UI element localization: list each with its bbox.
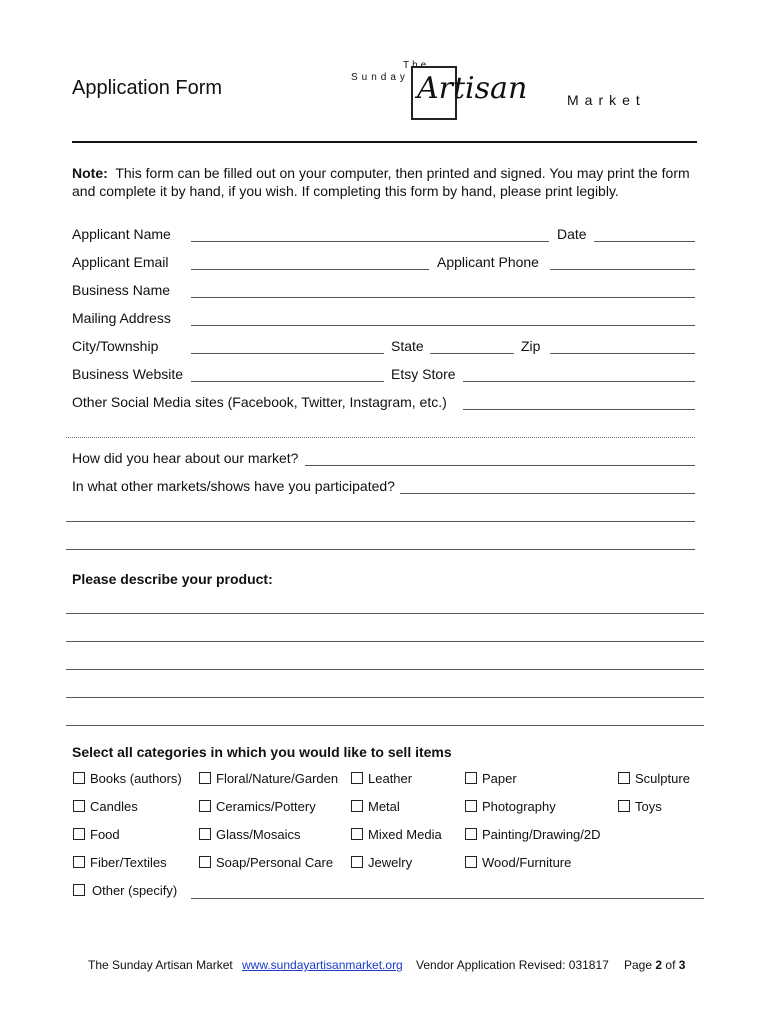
- page-of: of: [665, 958, 676, 972]
- business-website-field[interactable]: [191, 381, 384, 382]
- category-label: Floral/Nature/Garden: [216, 771, 339, 786]
- category-label: Leather: [368, 771, 413, 786]
- category-label: Ceramics/Pottery: [216, 799, 316, 814]
- mailing-address-field[interactable]: [191, 325, 695, 326]
- city-field[interactable]: [191, 353, 384, 354]
- page-prefix: Page: [624, 958, 653, 972]
- checkbox-paper[interactable]: [465, 772, 477, 784]
- checkbox-fiber[interactable]: [73, 856, 85, 868]
- other-markets-field[interactable]: [400, 493, 695, 494]
- business-name-label: Business Name: [72, 282, 171, 298]
- etsy-store-label: Etsy Store: [391, 366, 456, 382]
- other-social-label: Other Social Media sites (Facebook, Twitter, Instagram, etc.): [72, 394, 447, 410]
- applicant-name-label: Applicant Name: [72, 226, 171, 242]
- checkbox-mixed-media[interactable]: [351, 828, 363, 840]
- other-markets-label: In what other markets/shows have you participated?: [72, 478, 395, 494]
- logo: [345, 58, 675, 126]
- checkbox-leather[interactable]: [351, 772, 363, 784]
- page-current: 2: [655, 958, 663, 972]
- note-line1: [72, 165, 690, 181]
- page-title: Application Form: [72, 77, 223, 99]
- business-name-field[interactable]: [191, 297, 695, 298]
- category-label: Books (authors): [90, 771, 182, 786]
- describe-line-2[interactable]: [66, 641, 704, 642]
- checkbox-other[interactable]: [73, 884, 85, 896]
- category-label: Other (specify): [92, 883, 178, 898]
- other-markets-line-3[interactable]: [66, 549, 695, 550]
- logo-artisan: Artisan: [417, 71, 528, 106]
- city-label: City/Township: [72, 338, 159, 354]
- category-label: Soap/Personal Care: [216, 855, 334, 870]
- note-text-2: and complete it by hand, if you wish. If completing this form by hand, please print legibly.: [72, 183, 619, 199]
- other-social-field[interactable]: [463, 409, 695, 410]
- checkbox-glass[interactable]: [199, 828, 211, 840]
- checkbox-ceramics[interactable]: [199, 800, 211, 812]
- section-divider: [66, 437, 695, 438]
- footer-revision: Vendor Application Revised: 031817: [416, 958, 609, 972]
- how-heard-field[interactable]: [305, 465, 695, 466]
- other-specify-field[interactable]: [191, 898, 704, 899]
- applicant-email-field[interactable]: [191, 269, 429, 270]
- checkbox-photography[interactable]: [465, 800, 477, 812]
- business-website-label: Business Website: [72, 366, 184, 382]
- note-label: Note:: [72, 165, 108, 181]
- footer: [0, 957, 770, 975]
- note-text-1: This form can be filled out on your computer, then printed and signed. You may print the form: [115, 165, 690, 181]
- category-label: Candles: [90, 799, 138, 814]
- checkbox-sculpture[interactable]: [618, 772, 630, 784]
- mailing-address-label: Mailing Address: [72, 310, 171, 326]
- checkbox-food[interactable]: [73, 828, 85, 840]
- logo-the: The: [403, 60, 430, 71]
- zip-label: Zip: [521, 338, 541, 354]
- category-label: Toys: [635, 799, 662, 814]
- describe-line-3[interactable]: [66, 669, 704, 670]
- date-label: Date: [557, 226, 587, 242]
- zip-field[interactable]: [550, 353, 695, 354]
- checkbox-candles[interactable]: [73, 800, 85, 812]
- how-heard-label: How did you hear about our market?: [72, 450, 299, 466]
- footer-url-link[interactable]: www.sundayartisanmarket.org: [242, 958, 403, 972]
- applicant-phone-label: Applicant Phone: [437, 254, 539, 270]
- category-label: Mixed Media: [368, 827, 442, 842]
- category-label: Paper: [482, 771, 517, 786]
- checkbox-metal[interactable]: [351, 800, 363, 812]
- page-total: 3: [678, 958, 686, 972]
- date-field[interactable]: [594, 241, 695, 242]
- category-label: Glass/Mosaics: [216, 827, 301, 842]
- category-label: Food: [90, 827, 120, 842]
- header-rule: [72, 141, 697, 143]
- categories-heading: Select all categories in which you would like to sell items: [72, 744, 452, 760]
- category-label: Jewelry: [368, 855, 413, 870]
- category-label: Photography: [482, 799, 556, 814]
- describe-line-5[interactable]: [66, 725, 704, 726]
- category-label: Metal: [368, 799, 400, 814]
- footer-page: [624, 958, 685, 972]
- other-markets-line-2[interactable]: [66, 521, 695, 522]
- applicant-name-field[interactable]: [191, 241, 549, 242]
- etsy-store-field[interactable]: [463, 381, 695, 382]
- checkbox-books[interactable]: [73, 772, 85, 784]
- describe-line-4[interactable]: [66, 697, 704, 698]
- category-label: Fiber/Textiles: [90, 855, 167, 870]
- checkbox-toys[interactable]: [618, 800, 630, 812]
- describe-line-1[interactable]: [66, 613, 704, 614]
- checkbox-floral[interactable]: [199, 772, 211, 784]
- checkbox-soap[interactable]: [199, 856, 211, 868]
- applicant-phone-field[interactable]: [550, 269, 695, 270]
- checkbox-painting[interactable]: [465, 828, 477, 840]
- state-field[interactable]: [430, 353, 514, 354]
- state-label: State: [391, 338, 424, 354]
- checkbox-jewelry[interactable]: [351, 856, 363, 868]
- footer-org: The Sunday Artisan Market: [88, 958, 233, 972]
- applicant-email-label: Applicant Email: [72, 254, 169, 270]
- category-label: Sculpture: [635, 771, 690, 786]
- category-label: Painting/Drawing/2D: [482, 827, 601, 842]
- category-label: Wood/Furniture: [482, 855, 572, 870]
- logo-market: Market: [567, 92, 646, 108]
- checkbox-wood[interactable]: [465, 856, 477, 868]
- logo-sunday: Sunday: [351, 72, 409, 83]
- describe-product-label: Please describe your product:: [72, 571, 273, 587]
